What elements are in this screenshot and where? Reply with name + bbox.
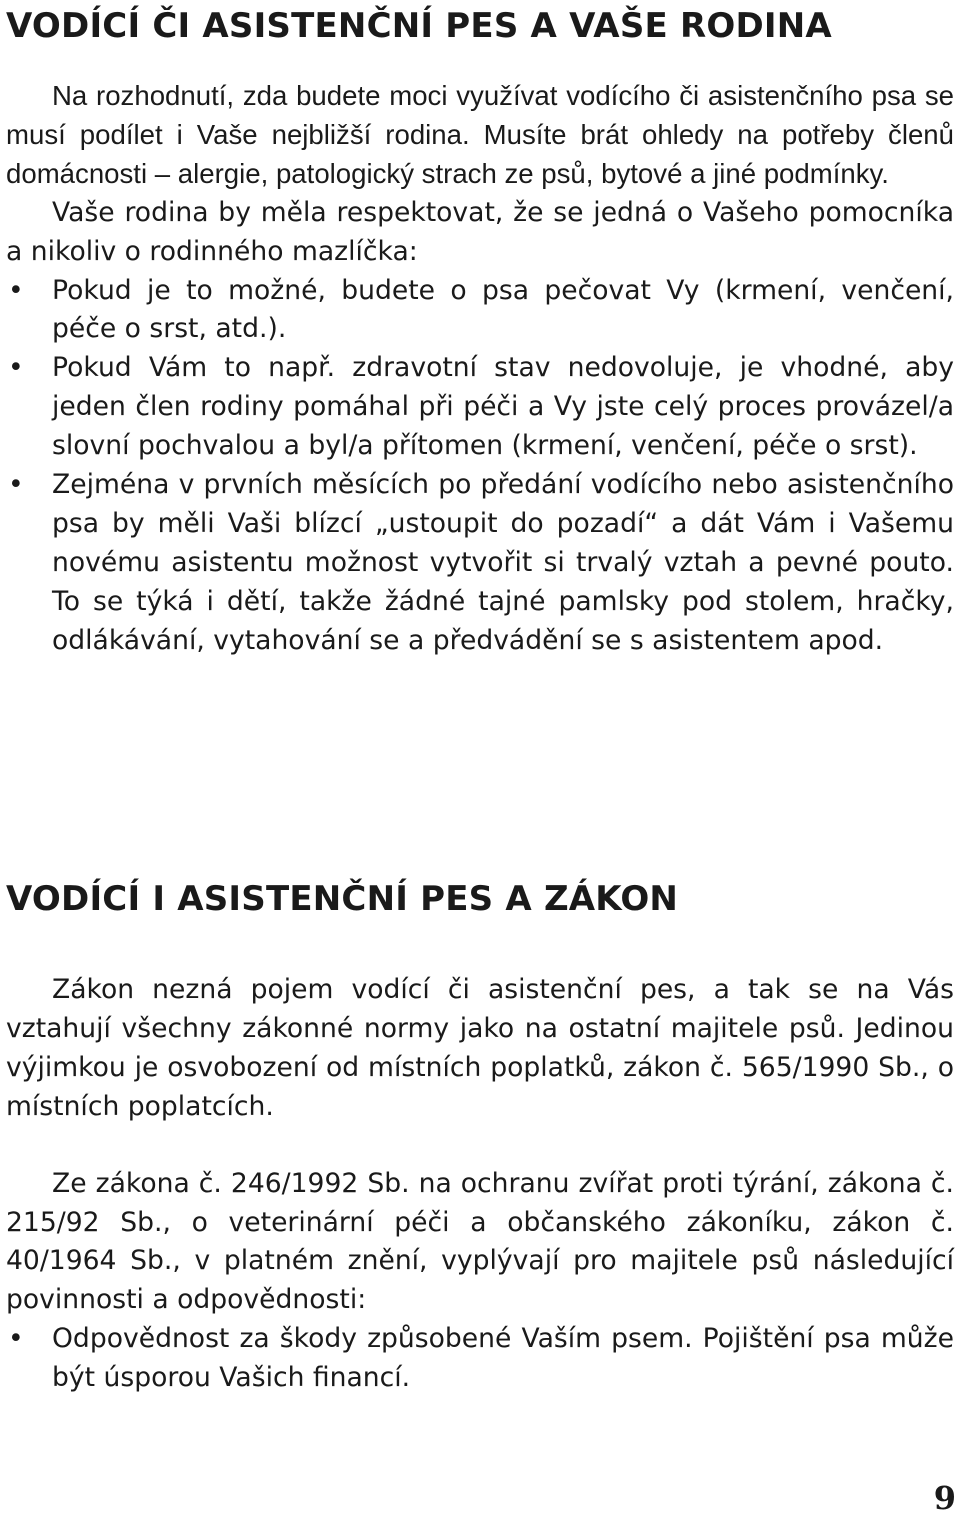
page-number: 9 (933, 1479, 956, 1517)
list-item-text: Pokud je to možné, budete o psa pečovat Vy (krmení, venčení, péče o srst, atd.). (52, 274, 954, 345)
list-item (6, 466, 954, 661)
section-title-family: VODÍCÍ ČI ASISTENČNÍ PES A VAŠE RODINA (6, 6, 832, 46)
family-section-body (6, 77, 954, 661)
family-intro-paragraph: Na rozhodnutí, zda budete moci využívat vodícího či asistenčního psa se musí podílet i Vaše nejbližší rodina. Musíte brát ohledy na potřeby členů domácnosti – alergie, patologický strach ze psů, bytové a jiné podmínky. (6, 80, 954, 189)
list-item (6, 349, 954, 466)
law-section-body (6, 971, 954, 1398)
list-item-text: Pokud Vám to např. zdravotní stav nedovoluje, je vhodné, aby jeden člen rodiny pomáhal při péči a Vy jste celý proces provázel/a slovní pochvalou a byl/a přítomen (krmení, venčení, péče o srst). (52, 352, 954, 462)
law-bullet-list (6, 1320, 954, 1398)
list-item (6, 272, 954, 350)
law-intro-paragraph: Zákon nezná pojem vodící či asistenční pes, a tak se na Vás vztahují všechny zákonné normy jako na ostatní majitele psů. Jedinou výjimkou je osvobození od místních poplatků, zákon č. 565/1990 Sb., o místních poplatcích. (6, 974, 954, 1122)
law-duties-paragraph: Ze zákona č. 246/1992 Sb. na ochranu zvířat proti týrání, zákona č. 215/92 Sb., o veterinární péči a občanského zákoníku, zákon č. 40/1964 Sb., v platném znění, vyplývají pro majitele psů následující povinnosti a odpovědnosti: (6, 1167, 954, 1316)
list-item-text: Zejména v prvních měsících po předání vodícího nebo asistenčního psa by měli Vaši blízcí „ustoupit do pozadí“ a dát Vám i Vašemu novému asistentu možnost vytvořit si trvalý vztah a pevné pouto. To se týká i dětí, takže žádné tajné pamlsky pod stolem, hračky, odlákávání, vytahování se a předvádění se s asistentem apod. (52, 469, 954, 656)
list-item-text: Odpovědnost za škody způsobené Vaším psem. Pojištění psa může být úsporou Vašich financí. (52, 1323, 954, 1394)
family-respect-block (6, 194, 954, 661)
section-title-law: VODÍCÍ I ASISTENČNÍ PES A ZÁKON (6, 879, 679, 919)
list-item (6, 1320, 954, 1398)
bullet-icon: • (8, 1323, 24, 1355)
bullet-icon: • (8, 352, 24, 384)
bullet-icon: • (8, 274, 24, 306)
family-respect-paragraph: Vaše rodina by měla respektovat, že se jedná o Vašeho pomocníka a nikoliv o rodinného mazlíčka: (6, 196, 954, 267)
bullet-icon: • (8, 469, 24, 501)
family-bullet-list (6, 272, 954, 661)
